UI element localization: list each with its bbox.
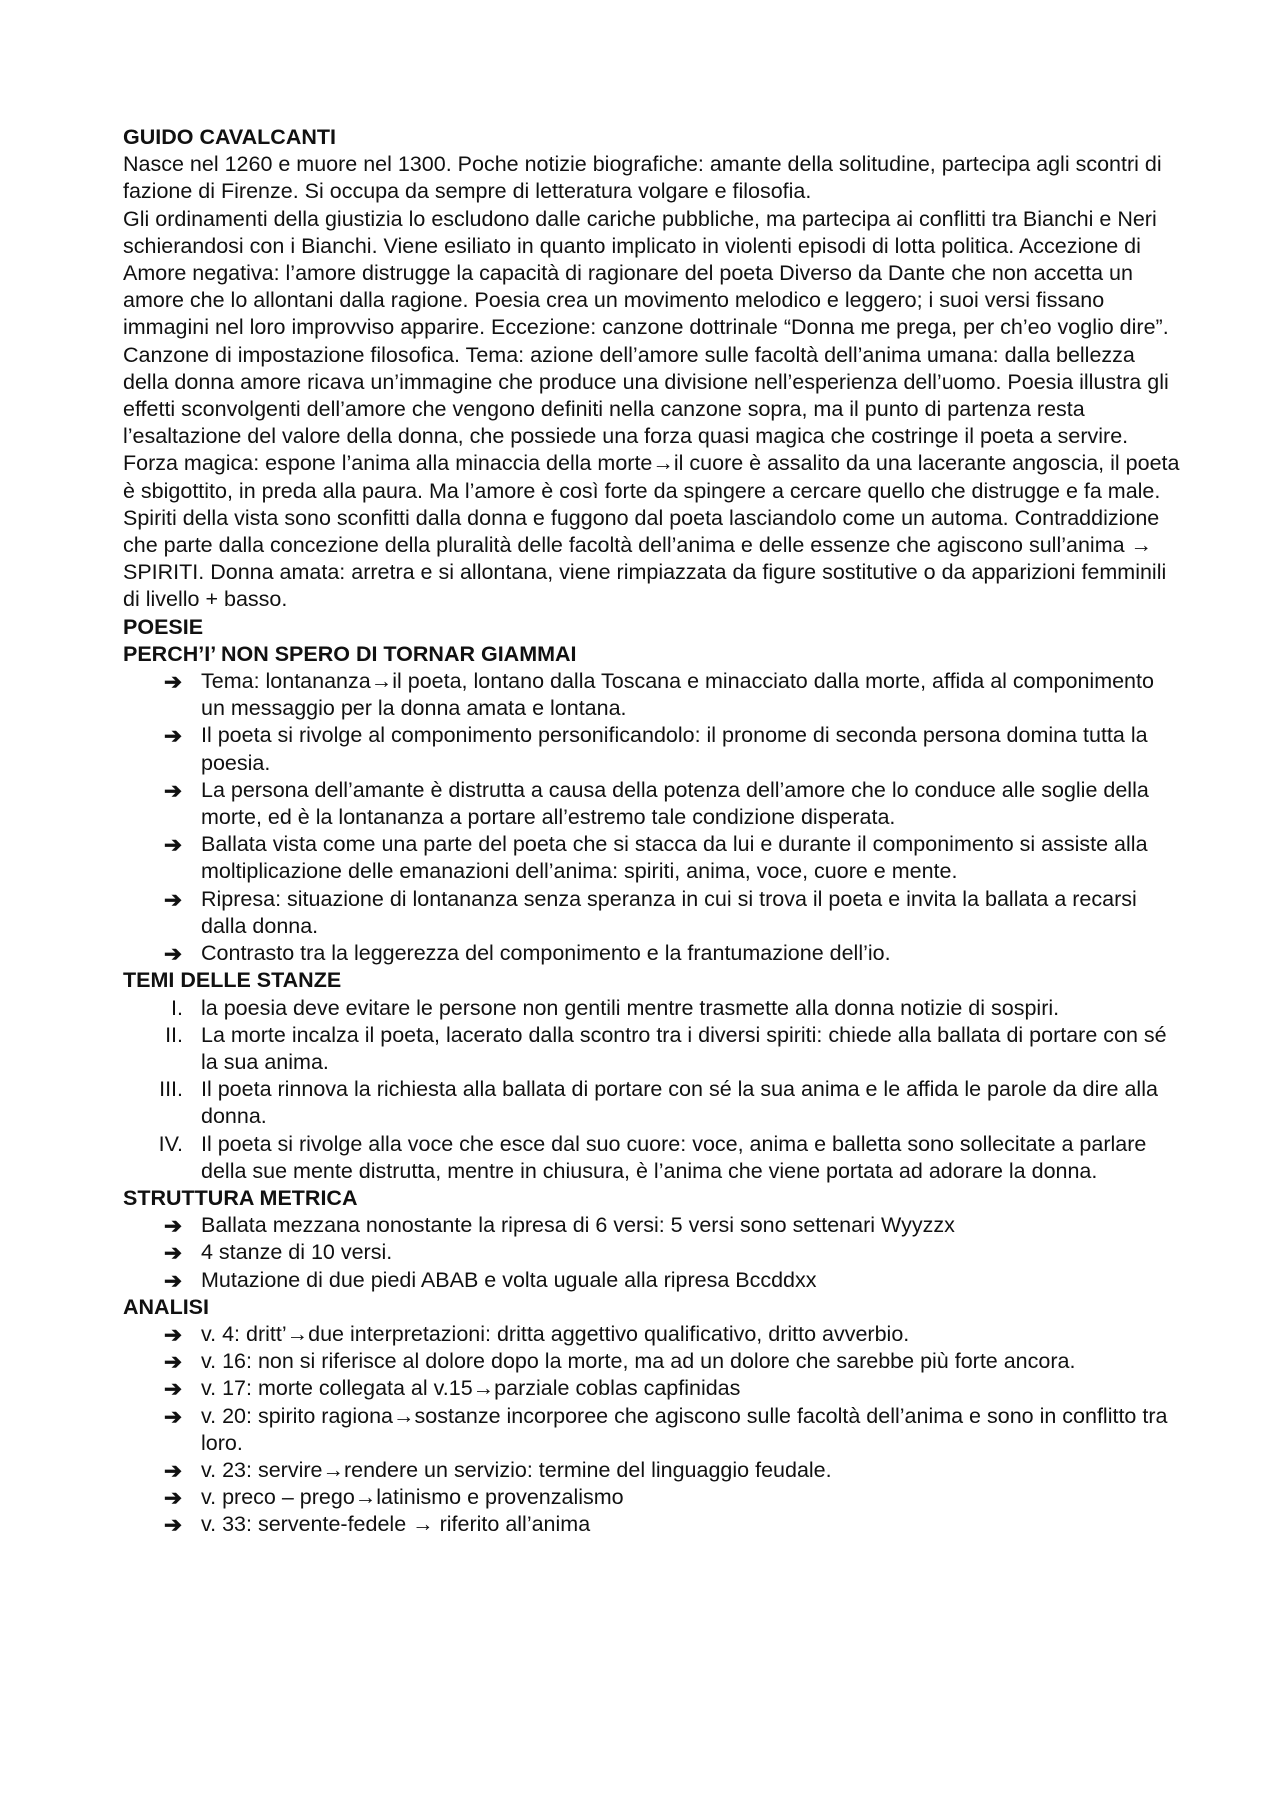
- list-item: ➔ v. preco – prego→latinismo e provenzalismo: [123, 1484, 1183, 1511]
- list-item: ➔ Il poeta si rivolge al componimento personificandolo: il pronome di seconda persona domina tutta la poesia.: [123, 722, 1183, 776]
- list-item: ➔ Mutazione di due piedi ABAB e volta uguale alla ripresa Bccddxx: [123, 1267, 1183, 1294]
- arrow-bullet-icon: ➔: [163, 1214, 182, 1239]
- list-item: ➔ v. 16: non si riferisce al dolore dopo la morte, ma ad un dolore che sarebbe più forte ancora.: [123, 1348, 1183, 1375]
- metrica-list: [123, 1212, 1183, 1294]
- roman-numeral: III.: [159, 1077, 183, 1102]
- list-item: ➔ v. 23: servire→rendere un servizio: termine del linguaggio feudale.: [123, 1457, 1183, 1484]
- document-page: [123, 124, 1183, 1539]
- stanze-list: [123, 995, 1183, 1185]
- list-item: ➔ Contrasto tra la leggerezza del componimento e la frantumazione dell’io.: [123, 940, 1183, 967]
- roman-numeral: I.: [171, 995, 183, 1020]
- list-item: IV. Il poeta si rivolge alla voce che esce dal suo cuore: voce, anima e balletta sono sollecitate a parlare della sue mente distrutta, mentre in chiusura, è l’anima che viene portata ad adorare la donna.: [123, 1131, 1183, 1185]
- arrow-bullet-icon: ➔: [163, 1268, 182, 1293]
- list-item: III. Il poeta rinnova la richiesta alla ballata di portare con sé la sua anima e le affida le parole da dire alla donna.: [123, 1076, 1183, 1130]
- roman-numeral: II.: [165, 1022, 183, 1047]
- arrow-bullet-icon: ➔: [163, 778, 182, 803]
- arrow-bullet-icon: ➔: [163, 833, 182, 858]
- list-item: II. La morte incalza il poeta, lacerato dalla scontro tra i diversi spiriti: chiede alla ballata di portare con sé la sua anima.: [123, 1022, 1183, 1076]
- arrow-bullet-icon: ➔: [163, 724, 182, 749]
- poem-points-list: [123, 668, 1183, 967]
- intro-paragraph-1: Nasce nel 1260 e muore nel 1300. Poche notizie biografiche: amante della solitudine, partecipa agli scontri di fazione di Firenze. Si occupa da sempre di letteratura volgare e filosofia.: [123, 152, 1162, 204]
- list-item: ➔ v. 17: morte collegata al v.15→parziale coblas capfinidas: [123, 1375, 1183, 1402]
- list-item: ➔ Ballata mezzana nonostante la ripresa di 6 versi: 5 versi sono settenari Wyyzzx: [123, 1212, 1183, 1239]
- arrow-bullet-icon: ➔: [163, 1322, 182, 1347]
- arrow-bullet-icon: ➔: [163, 887, 182, 912]
- intro-paragraph-2: Gli ordinamenti della giustizia lo escludono dalle cariche pubbliche, ma partecipa ai conflitti tra Bianchi e Neri schierandosi con i Bianchi. Viene esiliato in quanto implicato in violenti episodi di lotta politica. Accezione di Amore negativa: l’amore distrugge la capacità di ragionare del poeta Diverso da Dante che non accetta un amore che lo allontani dalla ragione. Poesia crea un movimento melodico e leggero; i suoi versi fissano immagini nel loro improvviso apparire. Eccezione: canzone dottrinale “Donna me prega, per ch’eo voglio dire”. Canzone di impostazione filosofica. Tema: azione dell’amore sulle facoltà dell’anima umana: dalla bellezza della donna amore ricava un’immagine che produce una divisione nell’esperienza dell’uomo. Poesia illustra gli effetti sconvolgenti dell’amore che vengono definiti nella canzone sopra, ma il punto di partenza resta l’esaltazione del valore della donna, che possiede una forza quasi magica che costringe il poeta a servire. Forza magica: espone l’anima alla minaccia della morte→il cuore è assalito da una lacerante angoscia, il poeta è sbigottito, in preda alla paura. Ma l’amore è così forte da spingere a cercare quello che distrugge e fa male. Spiriti della vista sono sconfitti dalla donna e fuggono dal poeta lasciandolo come un automa. Contraddizione che parte dalla concezione della pluralità delle facoltà dell’anima e delle essenze che agiscono sull’anima → SPIRITI. Donna amata: arretra e si allontana, viene rimpiazzata da figure sostitutive o da apparizioni femminili di livello + basso.: [123, 206, 1180, 612]
- arrow-bullet-icon: ➔: [163, 670, 182, 695]
- analisi-heading: ANALISI: [123, 1294, 209, 1319]
- poesie-heading: POESIE: [123, 614, 204, 639]
- arrow-bullet-icon: ➔: [163, 1486, 182, 1511]
- list-item: ➔ 4 stanze di 10 versi.: [123, 1239, 1183, 1266]
- arrow-bullet-icon: ➔: [163, 1458, 182, 1483]
- arrow-bullet-icon: ➔: [163, 1404, 182, 1429]
- list-item: ➔ v. 20: spirito ragiona→sostanze incorporee che agiscono sulle facoltà dell’anima e sono in conflitto tra loro.: [123, 1403, 1183, 1457]
- metrica-heading: STRUTTURA METRICA: [123, 1185, 358, 1210]
- list-item: ➔ Ripresa: situazione di lontananza senza speranza in cui si trova il poeta e invita la ballata a recarsi dalla donna.: [123, 886, 1183, 940]
- poem-title: PERCH’I’ NON SPERO DI TORNAR GIAMMAI: [123, 641, 577, 666]
- list-item: ➔ Ballata vista come una parte del poeta che si stacca da lui e durante il componimento si assiste alla moltiplicazione delle emanazioni dell’anima: spiriti, anima, voce, cuore e mente.: [123, 831, 1183, 885]
- list-item: ➔ Tema: lontananza→il poeta, lontano dalla Toscana e minacciato dalla morte, affida al componimento un messaggio per la donna amata e lontana.: [123, 668, 1183, 722]
- list-item: I. la poesia deve evitare le persone non gentili mentre trasmette alla donna notizie di sospiri.: [123, 995, 1183, 1022]
- document-title: GUIDO CAVALCANTI: [123, 125, 336, 149]
- list-item: ➔ v. 4: dritt’→due interpretazioni: dritta aggettivo qualificativo, dritto avverbio.: [123, 1321, 1183, 1348]
- stanze-heading: TEMI DELLE STANZE: [123, 968, 342, 993]
- arrow-bullet-icon: ➔: [163, 1513, 182, 1538]
- list-item: ➔ v. 33: servente-fedele → riferito all’anima: [123, 1511, 1183, 1538]
- arrow-bullet-icon: ➔: [163, 1350, 182, 1375]
- analisi-list: [123, 1321, 1183, 1539]
- arrow-bullet-icon: ➔: [163, 1377, 182, 1402]
- arrow-bullet-icon: ➔: [163, 942, 182, 967]
- list-item: ➔ La persona dell’amante è distrutta a causa della potenza dell’amore che lo conduce alle soglie della morte, ed è la lontananza a portare all’estremo tale condizione disperata.: [123, 777, 1183, 831]
- roman-numeral: IV.: [158, 1131, 183, 1156]
- arrow-bullet-icon: ➔: [163, 1241, 182, 1266]
